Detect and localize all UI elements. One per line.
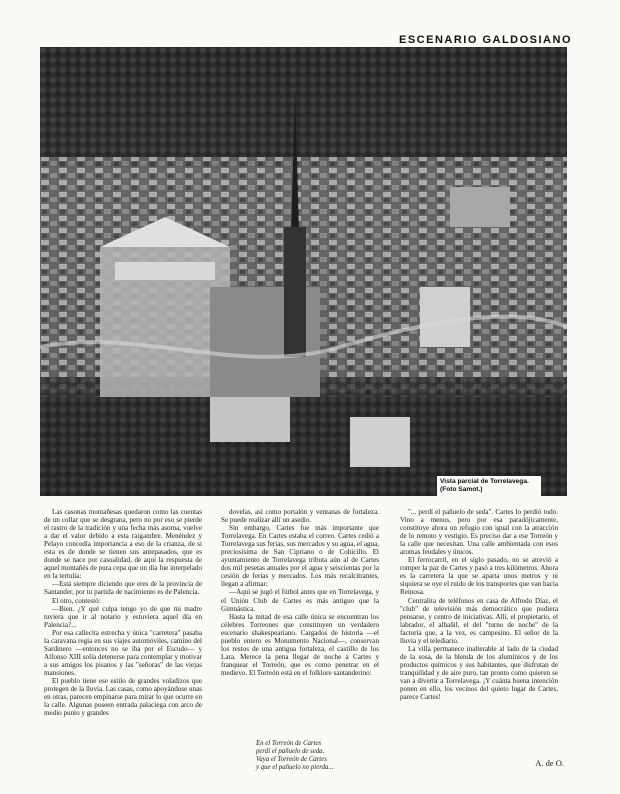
paragraph: —Aquí se jugó el fútbol antes que en Torrelavega, y el Unión Club de Cartes es más antiguo que la Gimnástica. <box>221 588 379 613</box>
town-aerial-image <box>40 47 567 496</box>
paragraph: Centralita de teléfonos en casa de Alfredo Díaz, el "club" de televisión más democrático que pudiera pensarse, y centro de iniciativas. Allí, el propietario, el labrador, el albañil, el del "turno de noche" de la factoría que, a la vez, es campesino. El señor de la lluvia y el telediario. <box>400 596 558 645</box>
article-column-2 <box>221 508 379 677</box>
paragraph: El otro, contestó: <box>52 596 101 605</box>
paragraph: Las casonas montañesas quedaron como las cuentas de un collar que se desgrana, pero no por eso se pierde el rastro de la tradición y una fecha más asoma, vuelve a dar el valor debido a esta raigambre. Menéndez y Pelayo concedía importancia a eso de la crianza, de si esta es de donde se tienen sus antepasados, que es donde se nace por casualidad, de aquí la respuesta de aquel montañés de pura cepa que un día fue interpelado en la tertulia: <box>44 508 202 581</box>
photo-caption: Vista parcial de Torrelavega. (Foto Samot.) <box>437 476 541 496</box>
paragraph: Sin embargo, Cartes fue más importante que Torrelavega. En Cartes estaba el correo. Cartes cedió a Torrelavega sus ferias, sus mercados y su agua, el agua, preciosísima de San Cipriano o de Cohicillo. El ayuntamiento de Torrelavega tributa aún al de Cartes dos mil pesetas anuales por el agua y seiscientas por la cesión de ferias y mercados. Los más recalcitrantes, llegan a afirmar: <box>221 524 379 589</box>
paragraph: El pueblo tiene ese estilo de grandes voladizos que protegen de la lluvia. Las casas, como apoyándose unas en otras, parecen empinarse para mirar lo que ocurre en la calle. Algunas poseen entrada palaciega con arco de medio punto y grandes <box>44 676 202 718</box>
article-column-3 <box>400 508 558 701</box>
paragraph: El ferrocarril, en el siglo pasado, no se atrevió a romper la paz de Cartes y pasó a tres kilómetros. Ahora es la carretera la que se aparta unos metros y ni siquiera se oye el ruido de los transportes que van hacia Reinosa. <box>400 556 558 597</box>
article-column-1 <box>44 508 202 717</box>
verse-line: En el Torreón de Cartes <box>256 740 322 747</box>
paragraph: Hasta la mitad de esa calle única se encuentran los célebres Torreones que constituyen un verdadero escenario shakespeariano. Cargados de historia —el pueblo entero es Monumento Nacional—, conservan los restos de una antigua fortaleza, el castillo de los Lara. Merece la pena llegar de noche a Cartes y franquear el Torreón, que es como penetrar en el medievo. El Torreón está en el folklore santanderino: <box>221 612 379 677</box>
paragraph: —Bien. ¿Y qué culpa tengo yo de que mi madre tuviera que ir al notario y estuviera aquel día en Palencia?... <box>44 604 202 629</box>
paragraph: Por esa callecita estrecha y única "carretera" pasaba la caravana regia en sus viajes automóviles, camino del Sardinero —entonces no se iba por el Escudo— y Alfonso XIII solía detenerse para contemplar y motivar a sus amigos los pisanos y las "señoras" de las viejas mansiones. <box>44 628 202 677</box>
verse-line: perdí el pañuelo de seda. <box>256 748 325 755</box>
town-photo <box>40 47 567 496</box>
paragraph: —Está siempre diciendo que eres de la provincia de Santander, por tu partida de nacimiento es de Palencia. <box>44 580 202 597</box>
section-header: ESCENARIO GALDOSIANO <box>398 34 572 46</box>
verse-line: Vaya el Torreón de Cartes <box>256 756 327 763</box>
author-signature: A. de O. <box>535 758 564 768</box>
paragraph: La villa permanece inalterable al lado de la ciudad de la sosa, de la blenda de los alumínicos y de los productos químicos y sus habitantes, que disfrutan de tranquilidad y de aire puro, tan pronto como quieren se van a divertir a Torrelavega. ¡Y cuánta buena intención ponen en ello, los vecinos del quieto lugar de Cartes, parece Cartes! <box>400 644 558 702</box>
verse-line: y que el pañuelo no pierda... <box>256 764 334 771</box>
paragraph: dovelas, así como portalón y ventanas de fortaleza. Se puede realizar allí un asedio. <box>221 508 379 525</box>
paragraph: "... perdí el pañuelo de seda". Cartes lo perdió todo. Vino a menos, pero por esa paradójicamente, constituye ahora un refugio con igual con la atracción de lo remoto y vestigio. Es preciso dar a ese Torreón y la calle que necesitan. Una calle ambientada con esos aromas feudales y únicos. <box>400 508 558 557</box>
folk-verse <box>256 740 374 772</box>
